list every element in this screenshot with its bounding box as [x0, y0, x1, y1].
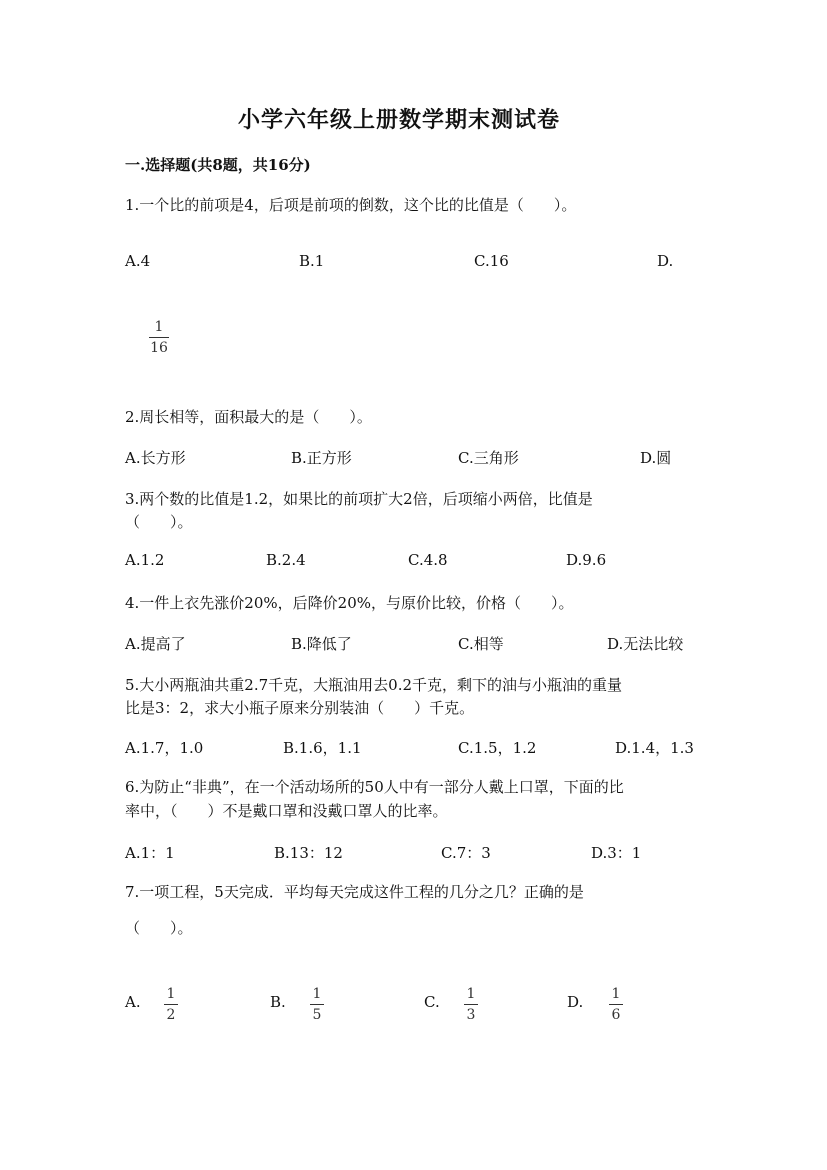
fraction-numerator: 1	[466, 986, 476, 1002]
fraction-bar	[464, 1004, 478, 1005]
fraction-denominator: 3	[466, 1007, 476, 1023]
fraction-denominator: 16	[150, 340, 168, 356]
q7-option-a-fraction	[164, 986, 178, 1023]
q7-option-c: C.	[424, 993, 440, 1011]
question-7-line1: 7.一项工程，5天完成．平均每天完成这件工程的几分之几？正确的是	[125, 883, 584, 901]
q7-option-a: A.	[125, 993, 141, 1011]
q6-option-d: D.3：1	[591, 844, 642, 862]
fraction-numerator: 1	[312, 986, 322, 1002]
q4-option-a: A.提高了	[125, 635, 186, 653]
q6-option-a: A.1：1	[125, 844, 175, 862]
q1-option-d: D.	[657, 252, 674, 270]
q1-option-b: B.1	[299, 252, 325, 270]
q2-option-d: D.圆	[640, 449, 672, 467]
q7-option-c-fraction	[464, 986, 478, 1023]
q5-option-c: C.1.5，1.2	[458, 739, 537, 757]
fraction-bar	[149, 337, 169, 338]
q3-option-d: D.9.6	[566, 551, 607, 569]
fraction-bar	[609, 1004, 623, 1005]
question-6-line2: 率中，（ ）不是戴口罩和没戴口罩人的比率。	[125, 802, 448, 820]
fraction-numerator: 1	[611, 986, 621, 1002]
question-3-line1: 3.两个数的比值是1.2，如果比的前项扩大2倍，后项缩小两倍，比值是	[125, 490, 593, 508]
q5-option-a: A.1.7，1.0	[125, 739, 204, 757]
q5-option-d: D.1.4，1.3	[615, 739, 694, 757]
question-5-line1: 5.大小两瓶油共重2.7千克，大瓶油用去0.2千克，剩下的油与小瓶油的重量	[125, 676, 623, 694]
q7-option-d-fraction	[609, 986, 623, 1023]
q2-option-a: A.长方形	[125, 449, 186, 467]
fraction-bar	[310, 1004, 324, 1005]
q7-option-b-fraction	[310, 986, 324, 1023]
q4-option-d: D.无法比较	[607, 635, 684, 653]
q2-option-b: B.正方形	[291, 449, 352, 467]
fraction-denominator: 6	[611, 1007, 621, 1023]
q7-option-b: B.	[270, 993, 286, 1011]
q5-option-b: B.1.6，1.1	[283, 739, 362, 757]
q1-option-a: A.4	[125, 252, 151, 270]
q4-option-b: B.降低了	[291, 635, 352, 653]
fraction-denominator: 5	[312, 1007, 322, 1023]
q4-option-c: C.相等	[458, 635, 504, 653]
q1-option-d-fraction	[149, 319, 169, 356]
q3-option-a: A.1.2	[125, 551, 165, 569]
fraction-numerator: 1	[154, 319, 164, 335]
question-2-text: 2.周长相等，面积最大的是（ ）。	[125, 408, 372, 426]
q1-option-c: C.16	[474, 252, 509, 270]
section-heading: 一.选择题(共8题，共16分)	[125, 156, 311, 174]
q3-option-b: B.2.4	[266, 551, 306, 569]
question-6-line1: 6.为防止“非典”，在一个活动场所的50人中有一部分人戴上口罩，下面的比	[125, 778, 624, 796]
q3-option-c: C.4.8	[408, 551, 448, 569]
q2-option-c: C.三角形	[458, 449, 519, 467]
question-3-line2: （ ）。	[125, 513, 193, 531]
fraction-denominator: 2	[166, 1007, 176, 1023]
fraction-numerator: 1	[166, 986, 176, 1002]
q6-option-c: C.7：3	[441, 844, 491, 862]
q7-option-d: D.	[567, 993, 584, 1011]
fraction-bar	[164, 1004, 178, 1005]
question-4-text: 4.一件上衣先涨价20%，后降价20%，与原价比较，价格（ ）。	[125, 594, 574, 612]
question-5-line2: 比是3：2，求大小瓶子原来分别装油（ ）千克。	[125, 699, 475, 717]
page-title: 小学六年级上册数学期末测试卷	[238, 107, 561, 133]
q6-option-b: B.13：12	[274, 844, 343, 862]
question-7-line2: （ ）。	[125, 919, 193, 937]
question-1-text: 1.一个比的前项是4，后项是前项的倒数，这个比的比值是（ ）。	[125, 196, 577, 214]
